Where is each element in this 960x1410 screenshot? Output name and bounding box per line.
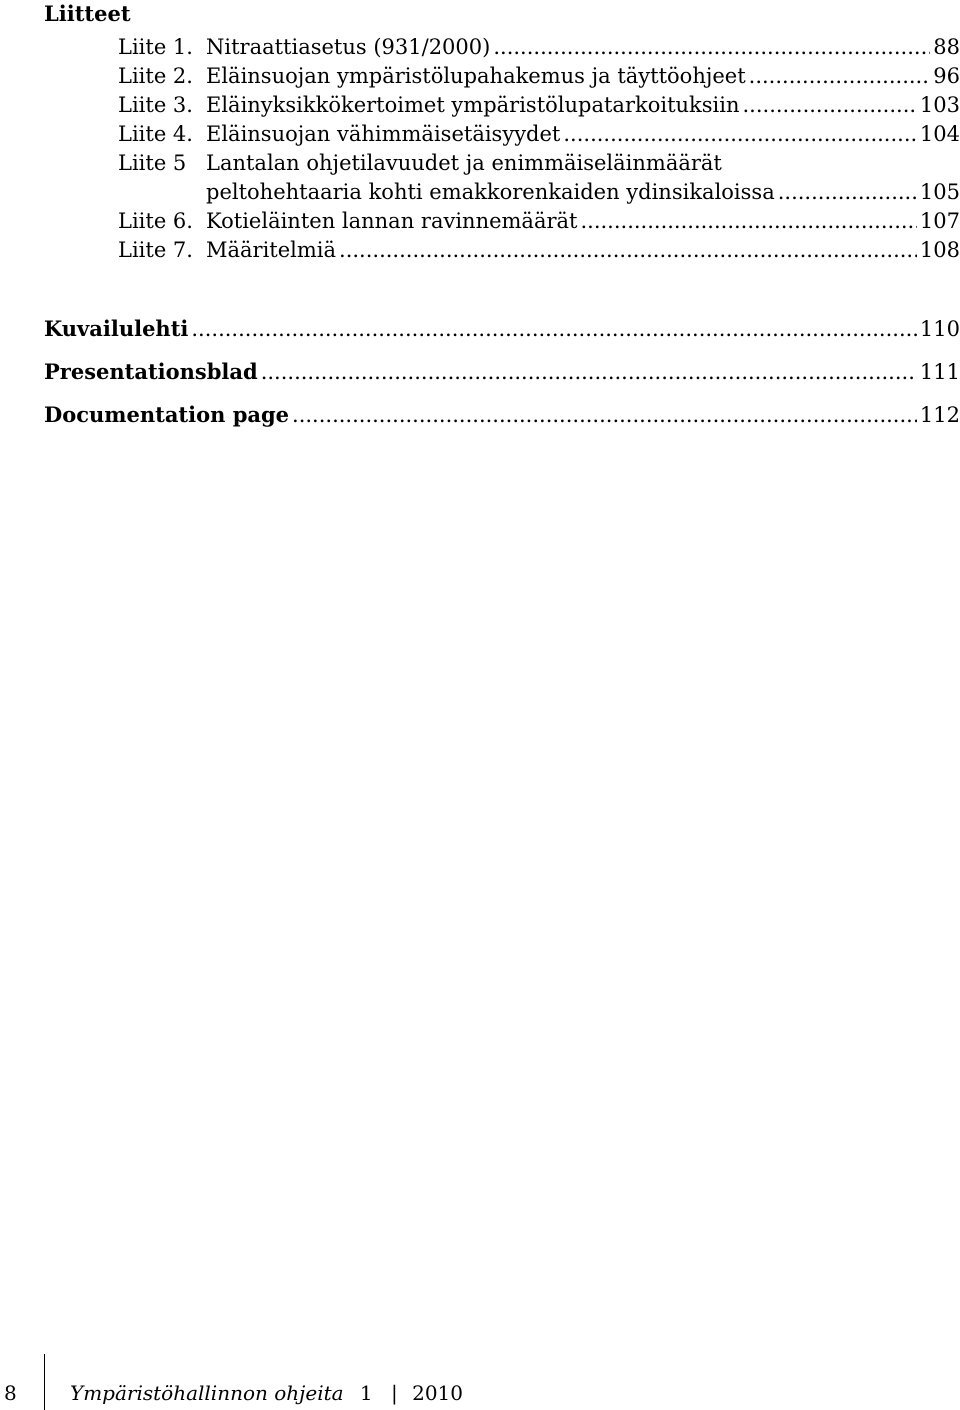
toc-title: Documentation page xyxy=(44,402,290,427)
dot-leader xyxy=(339,236,917,265)
section-heading: Liitteet xyxy=(44,1,131,26)
toc-title: Määritelmiä xyxy=(206,238,337,262)
toc-title: Kotieläinten lannan ravinnemäärät xyxy=(206,209,578,233)
toc-entry[interactable] xyxy=(118,33,960,62)
toc-page-number: 104 xyxy=(919,122,960,146)
toc-entry[interactable] xyxy=(44,314,960,344)
toc-entry[interactable] xyxy=(44,400,960,430)
toc-page-number: 111 xyxy=(919,360,960,384)
toc-page-number: 110 xyxy=(919,317,960,341)
toc-label: Liite 4. xyxy=(118,122,193,146)
footer-issue: 1 xyxy=(359,1381,373,1405)
dot-leader xyxy=(749,62,931,91)
toc-entry[interactable] xyxy=(118,91,960,120)
dot-leader xyxy=(743,91,917,120)
toc-entry[interactable] xyxy=(118,207,960,236)
toc-label: Liite 3. xyxy=(118,93,193,117)
toc-entry-continuation[interactable] xyxy=(206,178,960,207)
footer-divider xyxy=(44,1354,45,1410)
toc-label: Liite 7. xyxy=(118,238,193,262)
toc-page-number: 108 xyxy=(919,238,960,262)
toc-page-number: 88 xyxy=(933,35,960,59)
footer-series-title: Ympäristöhallinnon ohjeita xyxy=(70,1381,344,1405)
dot-leader xyxy=(261,357,917,387)
toc-entry[interactable] xyxy=(118,236,960,265)
toc-title: Lantalan ohjetilavuudet ja enimmäiseläinmäärät xyxy=(206,151,722,175)
dot-leader xyxy=(292,400,917,430)
dot-leader xyxy=(493,33,930,62)
toc-title: Presentationsblad xyxy=(44,359,258,384)
footer-separator: | xyxy=(391,1381,398,1405)
dot-leader xyxy=(778,178,917,207)
toc-page-number: 112 xyxy=(919,403,960,427)
toc-label: Liite 6. xyxy=(118,209,193,233)
footer-year: 2010 xyxy=(412,1381,464,1405)
dot-leader xyxy=(563,120,917,149)
toc-title: Eläinsuojan vähimmäisetäisyydet xyxy=(206,122,561,146)
toc-label: Liite 1. xyxy=(118,35,193,59)
dot-leader xyxy=(580,207,916,236)
toc-page-number: 103 xyxy=(919,93,960,117)
toc-title: Kuvailulehti xyxy=(44,316,189,341)
toc-entry[interactable] xyxy=(118,120,960,149)
toc-title: Nitraattiasetus (931/2000) xyxy=(206,35,491,59)
toc-label: Liite 2. xyxy=(118,64,193,88)
toc-title: Eläinyksikkökertoimet ympäristölupatarkoituksiin xyxy=(206,93,740,117)
toc-page-number: 105 xyxy=(919,180,960,204)
toc-entry[interactable] xyxy=(118,62,960,91)
toc-entry[interactable] xyxy=(44,357,960,387)
footer-series xyxy=(70,1378,463,1408)
toc-page-number: 107 xyxy=(919,209,960,233)
page-footer xyxy=(0,1378,960,1408)
toc-page-number: 96 xyxy=(933,64,960,88)
toc-label: Liite 5 xyxy=(118,151,187,175)
toc-title: Eläinsuojan ympäristölupahakemus ja täyttöohjeet xyxy=(206,64,746,88)
dot-leader xyxy=(191,314,917,344)
toc-title-continuation: peltohehtaaria kohti emakkorenkaiden ydinsikaloissa xyxy=(206,180,775,204)
footer-page-number: 8 xyxy=(4,1381,17,1405)
toc-entry[interactable] xyxy=(118,149,960,178)
